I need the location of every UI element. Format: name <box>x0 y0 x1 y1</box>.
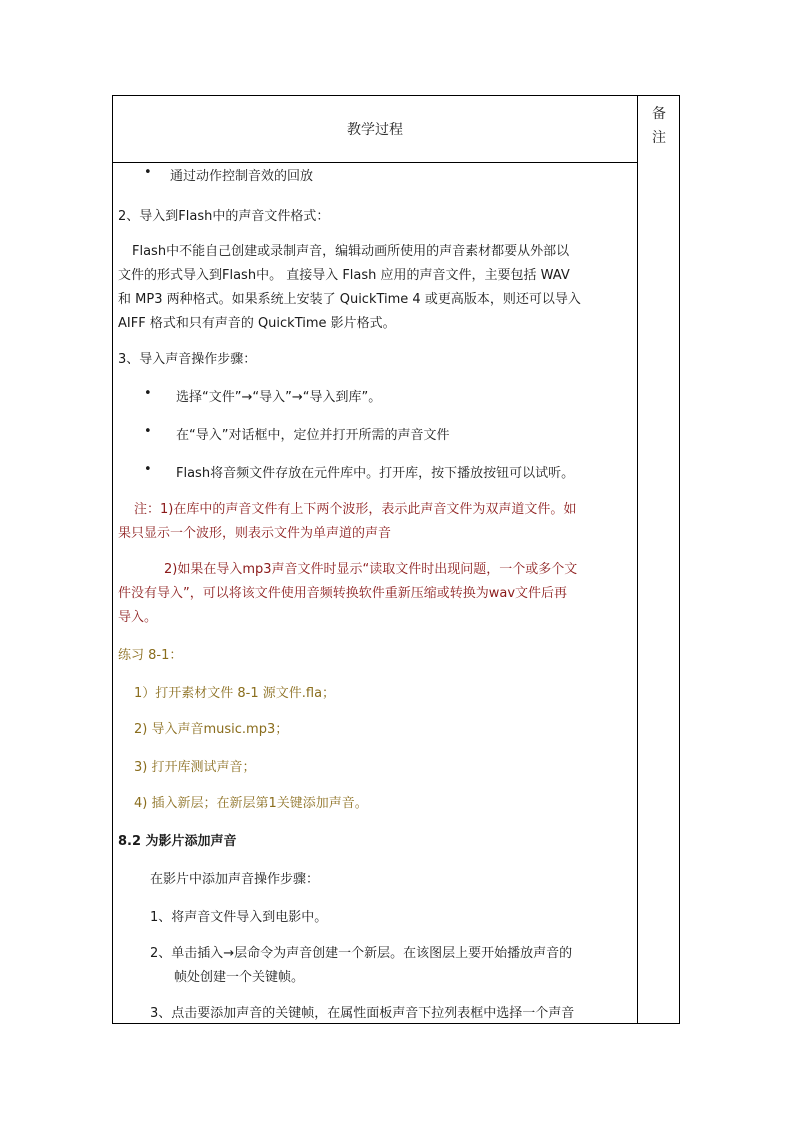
exercise-title: 练习 8-1： <box>118 648 183 663</box>
bullet-dot: • <box>144 462 152 477</box>
s82-step2-line2: 帧处创建一个关键帧。 <box>174 970 305 985</box>
exercise-item-2: 2) 导入声音music.mp3； <box>134 722 289 737</box>
column-divider <box>637 96 638 1023</box>
note1-line2: 果只显示一个波形，则表示文件为单声道的声音 <box>118 526 392 541</box>
remarks-char-1: 备 <box>652 106 666 122</box>
remarks-char-2: 注 <box>652 130 666 146</box>
para1-line4: AIFF 格式和只有声音的 QuickTime 影片格式。 <box>118 316 396 331</box>
step1-text: 选择“文件”→“导入”→“导入到库”。 <box>176 390 382 405</box>
s82-step3: 3、点击要添加声音的关键帧，在属性面板声音下拉列表框中选择一个声音 <box>150 1006 575 1021</box>
exercise-item-1: 1）打开素材文件 8-1 源文件.fla； <box>134 686 336 701</box>
section-2-title: 2、导入到Flash中的声音文件格式： <box>118 209 330 224</box>
s82-step1: 1、将声音文件导入到电影中。 <box>150 910 328 925</box>
para1-line1: Flash中不能自己创建或录制声音，编辑动画所使用的声音素材都要从外部以 <box>132 244 570 259</box>
bullet-dot: • <box>144 424 152 439</box>
section-8-2-title: 8.2 为影片添加声音 <box>118 834 237 849</box>
note2-line1: 2)如果在导入mp3声音文件时显示“读取文件时出现问题，一个或多个文 <box>164 562 578 577</box>
bullet-text: 通过动作控制音效的回放 <box>170 169 314 184</box>
exercise-item-4: 4) 插入新层；在新层第1关键添加声音。 <box>134 796 368 811</box>
para1-line3: 和 MP3 两种格式。如果系统上安装了 QuickTime 4 或更高版本，则还可以导入 <box>118 292 581 307</box>
s82-intro: 在影片中添加声音操作步骤： <box>150 872 320 887</box>
bullet-dot: • <box>144 386 152 401</box>
section-3-title: 3、导入声音操作步骤： <box>118 352 257 367</box>
note2-line2: 件没有导入”，可以将该文件使用音频转换软件重新压缩或转换为wav文件后再 <box>118 586 568 601</box>
note1-line1: 注：1)在库中的声音文件有上下两个波形，表示此声音文件为双声道文件。如 <box>134 502 577 517</box>
remarks-header <box>637 102 681 150</box>
s82-step2-line1: 2、单击插入→层命令为声音创建一个新层。在该图层上要开始播放声音的 <box>150 946 573 961</box>
header-title: 教学过程 <box>347 122 403 138</box>
para1-line2: 文件的形式导入到Flash中。 直接导入 Flash 应用的声音文件，主要包括 WAV <box>118 268 570 283</box>
exercise-item-3: 3) 打开库测试声音； <box>134 760 256 775</box>
step2-text: 在“导入”对话框中，定位并打开所需的声音文件 <box>176 428 450 443</box>
note2-line3: 导入。 <box>118 610 158 625</box>
step3-text: Flash将音频文件存放在元件库中。打开库，按下播放按钮可以试听。 <box>176 466 575 481</box>
header-divider <box>113 162 637 163</box>
bullet-dot: • <box>144 165 152 180</box>
